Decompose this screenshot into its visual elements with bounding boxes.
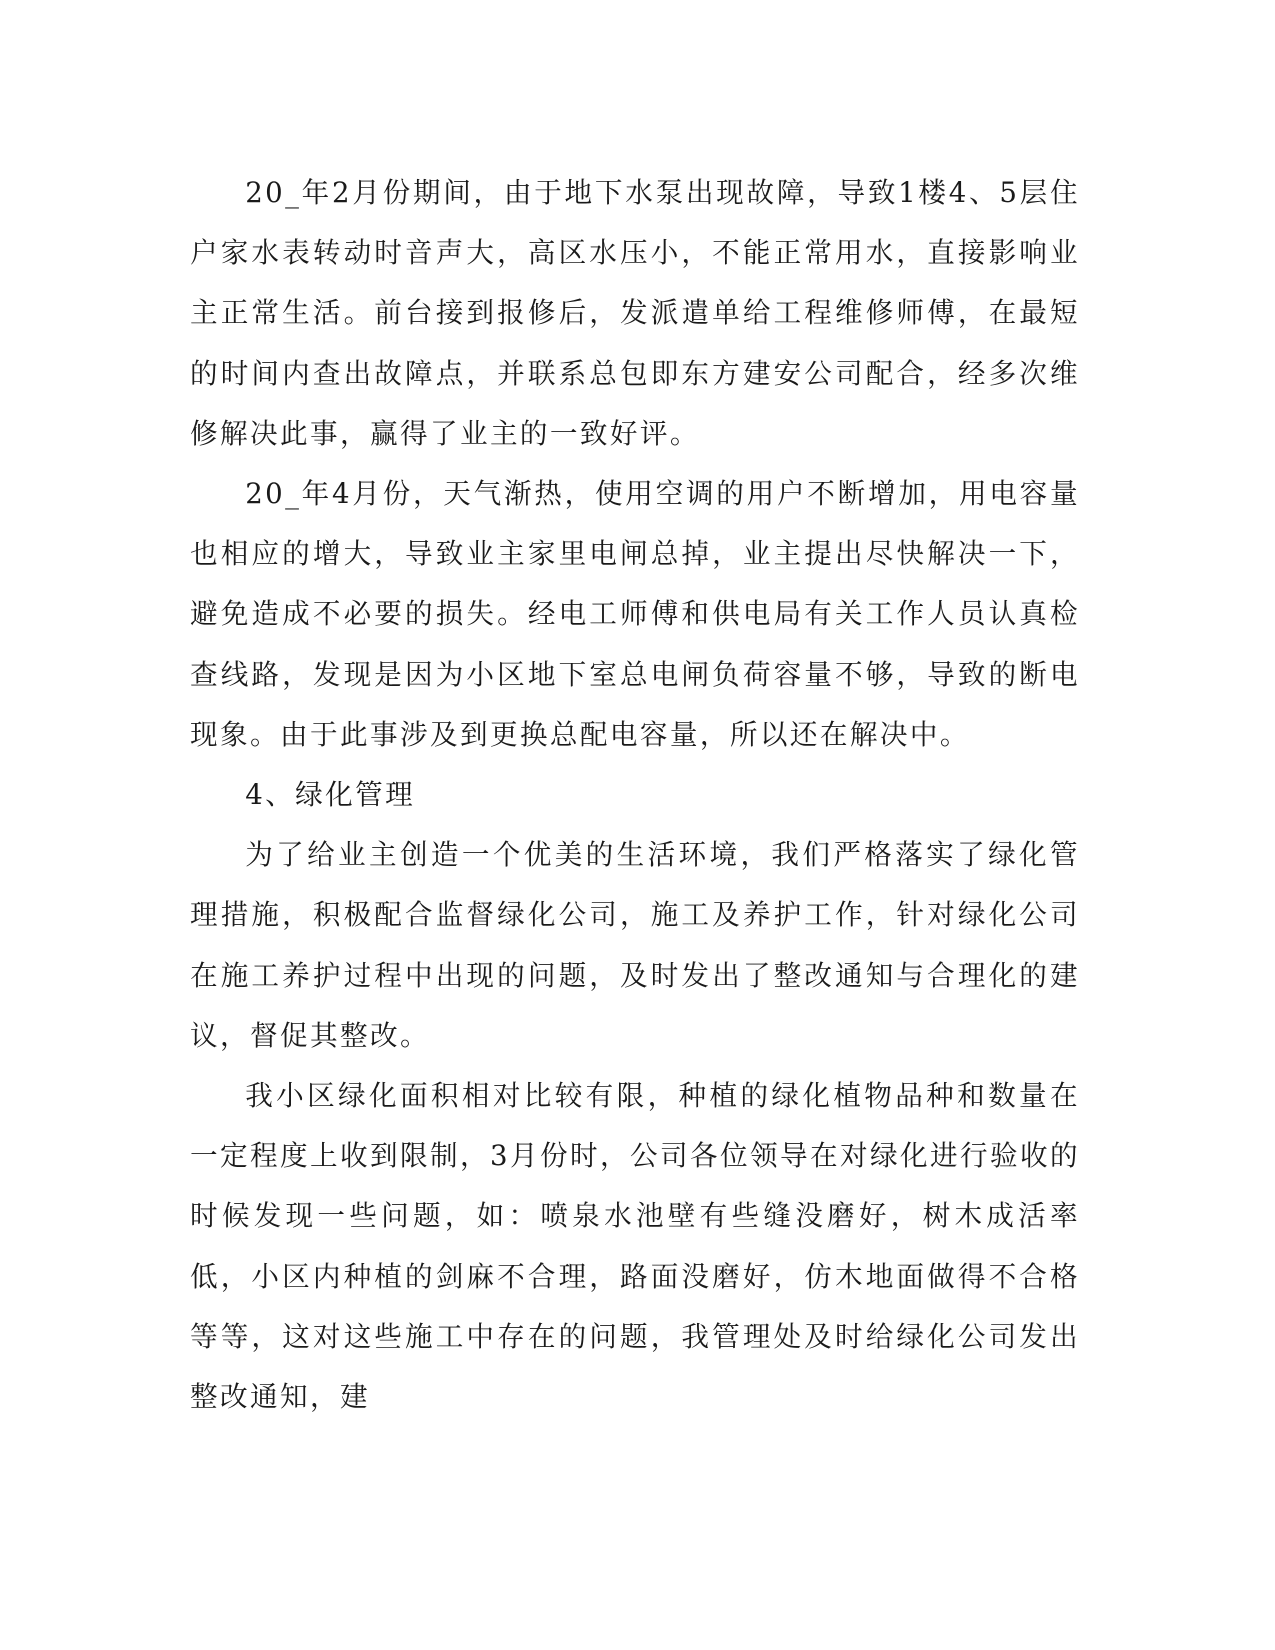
paragraph-greening-measures: 为了给业主创造一个优美的生活环境，我们严格落实了绿化管理措施，积极配合监督绿化公司，施工及养护工作，针对绿化公司在施工养护过程中出现的问题，及时发出了整改通知与合理化的建议，督促其整改。 — [190, 838, 1080, 1052]
section-heading-greening-management: 4、绿化管理 — [245, 778, 416, 812]
document-body — [190, 163, 1080, 1427]
paragraph-water-pump-repair: 20_年2月份期间，由于地下水泵出现故障，导致1楼4、5层住户家水表转动时音声大，高区水压小，不能正常用水，直接影响业主正常生活。前台接到报修后，发派遣单给工程维修师傅，在最短的时间内查出故障点，并联系总包即东方建安公司配合，经多次维修解决此事，赢得了业主的一致好评。 — [190, 176, 1080, 450]
paragraph-power-outage: 20_年4月份，天气渐热，使用空调的用户不断增加，用电容量也相应的增大，导致业主家里电闸总掉，业主提出尽快解决一下，避免造成不必要的损失。经电工师傅和供电局有关工作人员认真检查线路，发现是因为小区地下室总电闸负荷容量不够，导致的断电现象。由于此事涉及到更换总配电容量，所以还在解决中。 — [190, 477, 1080, 751]
paragraph-greening-inspection: 我小区绿化面积相对比较有限，种植的绿化植物品种和数量在一定程度上收到限制，3月份时，公司各位领导在对绿化进行验收的时候发现一些问题，如：喷泉水池壁有些缝没磨好，树木成活率低，小区内种植的剑麻不合理，路面没磨好，仿木地面做得不合格等等，这对这些施工中存在的问题，我管理处及时给绿化公司发出整改通知，建 — [190, 1079, 1080, 1414]
